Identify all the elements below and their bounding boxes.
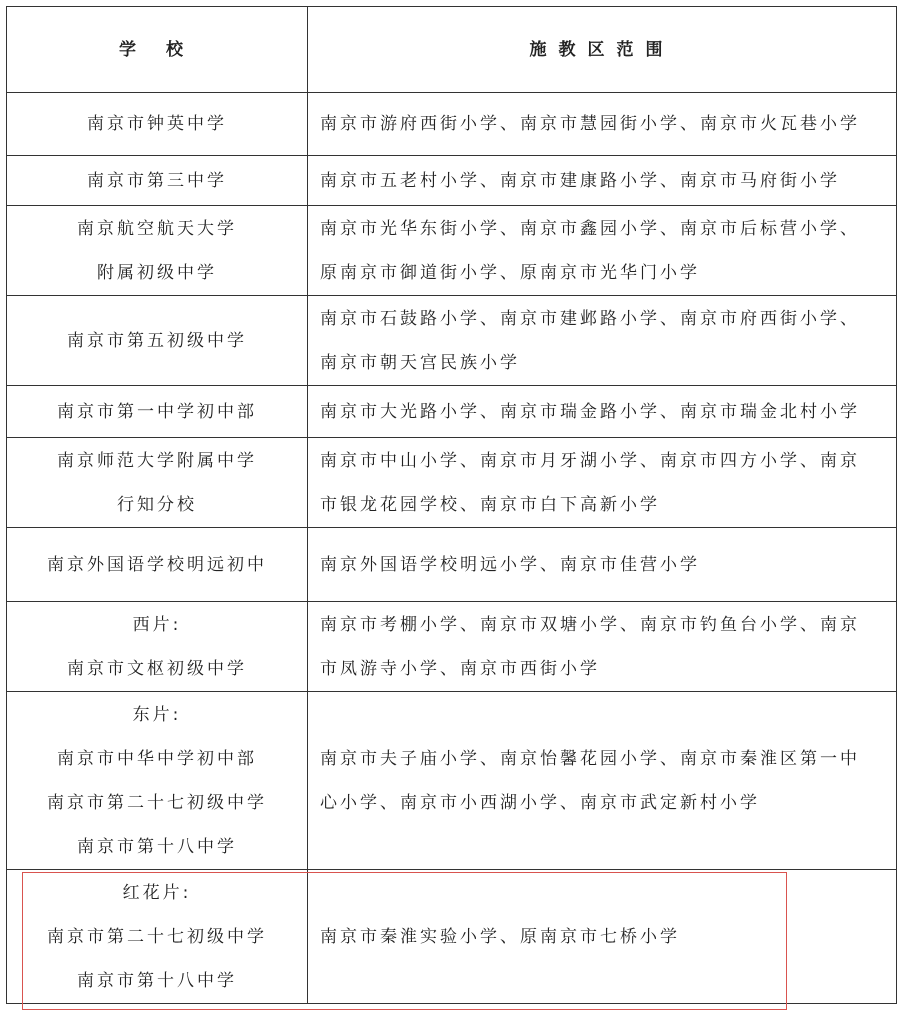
school-name-line: 行知分校 — [117, 494, 197, 515]
school-name-line: 南京市第十八中学 — [77, 836, 237, 857]
school-cell — [7, 296, 308, 386]
school-zone-table — [6, 6, 897, 1004]
range-cell — [308, 438, 897, 528]
school-name-line: 东片: — [132, 704, 182, 725]
table-row — [7, 156, 897, 206]
range-cell — [308, 386, 897, 438]
table-row — [7, 602, 897, 692]
range-text-line: 南京市朝天宫民族小学 — [320, 352, 520, 373]
school-cell — [7, 602, 308, 692]
range-text-line: 南京市石鼓路小学、南京市建邺路小学、南京市府西街小学、 — [320, 308, 860, 329]
range-cell — [308, 602, 897, 692]
table-row — [7, 93, 897, 156]
range-text-line: 原南京市御道街小学、原南京市光华门小学 — [320, 262, 700, 283]
table-row — [7, 870, 897, 1004]
school-name-line: 南京外国语学校明远初中 — [47, 554, 267, 575]
school-name-line: 南京航空航天大学 — [77, 218, 237, 239]
table-row — [7, 206, 897, 296]
school-name-line: 附属初级中学 — [97, 262, 217, 283]
range-text-line: 市凤游寺小学、南京市西街小学 — [320, 658, 600, 679]
school-cell — [7, 93, 308, 156]
school-cell — [7, 438, 308, 528]
range-text-line: 南京市大光路小学、南京市瑞金路小学、南京市瑞金北村小学 — [320, 401, 860, 422]
school-cell — [7, 692, 308, 870]
school-name-line: 红花片: — [122, 882, 192, 903]
school-name-line: 南京市第一中学初中部 — [57, 401, 257, 422]
school-cell — [7, 386, 308, 438]
range-text-line: 南京市游府西街小学、南京市慧园街小学、南京市火瓦巷小学 — [320, 114, 860, 134]
school-cell — [7, 206, 308, 296]
school-name-line: 南京市第三中学 — [87, 170, 227, 191]
range-text-line: 心小学、南京市小西湖小学、南京市武定新村小学 — [320, 792, 760, 813]
school-name-line: 南京市钟英中学 — [87, 114, 227, 134]
table-row — [7, 386, 897, 438]
school-name-line: 南京市中华中学初中部 — [57, 748, 257, 769]
range-cell — [308, 296, 897, 386]
table-row — [7, 692, 897, 870]
range-cell — [308, 156, 897, 206]
school-name-line: 南京市第二十七初级中学 — [47, 792, 267, 813]
school-cell — [7, 156, 308, 206]
school-name-line: 南京市第二十七初级中学 — [47, 926, 267, 947]
table-row — [7, 438, 897, 528]
school-name-line: 南京师范大学附属中学 — [57, 450, 257, 471]
range-cell — [308, 93, 897, 156]
range-text-line: 南京外国语学校明远小学、南京市佳营小学 — [320, 554, 700, 575]
range-cell — [308, 692, 897, 870]
range-text-line: 南京市光华东街小学、南京市鑫园小学、南京市后标营小学、 — [320, 218, 860, 239]
range-text-line: 南京市中山小学、南京市月牙湖小学、南京市四方小学、南京 — [320, 450, 860, 471]
range-cell — [308, 528, 897, 602]
school-name-line: 南京市文枢初级中学 — [67, 658, 247, 679]
header-school: 学 校 — [7, 7, 308, 93]
range-text-line: 南京市秦淮实验小学、原南京市七桥小学 — [320, 926, 680, 947]
table-row — [7, 528, 897, 602]
header-range: 施教区范围 — [308, 7, 897, 93]
range-text-line: 市银龙花园学校、南京市白下高新小学 — [320, 494, 660, 515]
school-cell — [7, 528, 308, 602]
school-name-line: 南京市第十八中学 — [77, 970, 237, 991]
range-text-line: 南京市五老村小学、南京市建康路小学、南京市马府街小学 — [320, 170, 840, 191]
school-name-line: 南京市第五初级中学 — [67, 330, 247, 351]
table-row — [7, 296, 897, 386]
range-text-line: 南京市夫子庙小学、南京怡馨花园小学、南京市秦淮区第一中 — [320, 748, 860, 769]
range-text-line: 南京市考棚小学、南京市双塘小学、南京市钓鱼台小学、南京 — [320, 614, 860, 635]
table-body — [7, 93, 897, 1004]
school-cell — [7, 870, 308, 1004]
range-cell — [308, 870, 897, 1004]
school-name-line: 西片: — [132, 614, 182, 635]
range-cell — [308, 206, 897, 296]
